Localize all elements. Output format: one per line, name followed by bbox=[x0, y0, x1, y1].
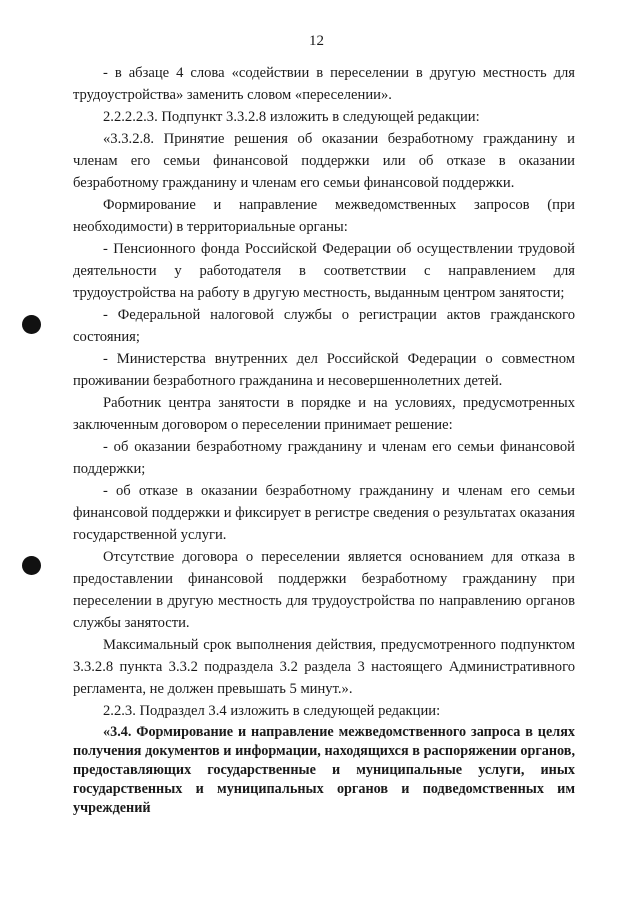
binder-hole-mark bbox=[22, 315, 41, 334]
paragraph: - об оказании безработному гражданину и членам его семьи финансовой поддержки; bbox=[73, 439, 575, 477]
binder-hole-mark bbox=[22, 556, 41, 575]
paragraph: Отсутствие договора о переселении является основанием для отказа в предоставлении финансовой поддержки безработному гражданину при переселении в другую местность для трудоустройства по направлению органов службы занятости. bbox=[73, 549, 575, 631]
section-heading: «3.4. Формирование и направление межведомственного запроса в целях получения документов и информации, находящихся в распоряжении органов, предоставляющих государственные и муниципальные услуги, иных государственных и муниципальных органов и подведомственных им учреждений bbox=[73, 724, 575, 816]
paragraph: Формирование и направление межведомственных запросов (при необходимости) в территориальные органы: bbox=[73, 197, 575, 235]
paragraph: - в абзаце 4 слова «содействии в переселении в другую местность для трудоустройства» заменить словом «переселении». bbox=[73, 65, 575, 103]
paragraph: - об отказе в оказании безработному гражданину и членам его семьи финансовой поддержки и фиксирует в регистре сведения о результатах оказания государственной услуги. bbox=[73, 483, 575, 543]
paragraph: 2.2.3. Подраздел 3.4 изложить в следующей редакции: bbox=[103, 703, 441, 719]
paragraph: «3.3.2.8. Принятие решения об оказании безработному гражданину и членам его семьи финансовой поддержки или об отказе в оказании безработному гражданину и членам его семьи финансовой поддержки. bbox=[73, 131, 575, 191]
document-body bbox=[73, 62, 575, 818]
paragraph: Максимальный срок выполнения действия, предусмотренного подпунктом 3.3.2.8 пункта 3.3.2 подраздела 3.2 раздела 3 настоящего Административного регламента, не должен превышать 5 минут.». bbox=[73, 637, 575, 697]
paragraph: - Пенсионного фонда Российской Федерации об осуществлении трудовой деятельности у работодателя в соответствии с направлением для трудоустройства на работу в другую местность, выданным центром занятости; bbox=[73, 241, 575, 301]
paragraph: 2.2.2.2.3. Подпункт 3.3.2.8 изложить в следующей редакции: bbox=[103, 109, 480, 125]
page-number: 12 bbox=[309, 33, 324, 49]
paragraph: Работник центра занятости в порядке и на условиях, предусмотренных заключенным договором о переселении принимает решение: bbox=[73, 395, 575, 433]
paragraph: - Министерства внутренних дел Российской Федерации о совместном проживании безработного гражданина и несовершеннолетних детей. bbox=[73, 351, 575, 389]
paragraph: - Федеральной налоговой службы о регистрации актов гражданского состояния; bbox=[73, 307, 575, 345]
